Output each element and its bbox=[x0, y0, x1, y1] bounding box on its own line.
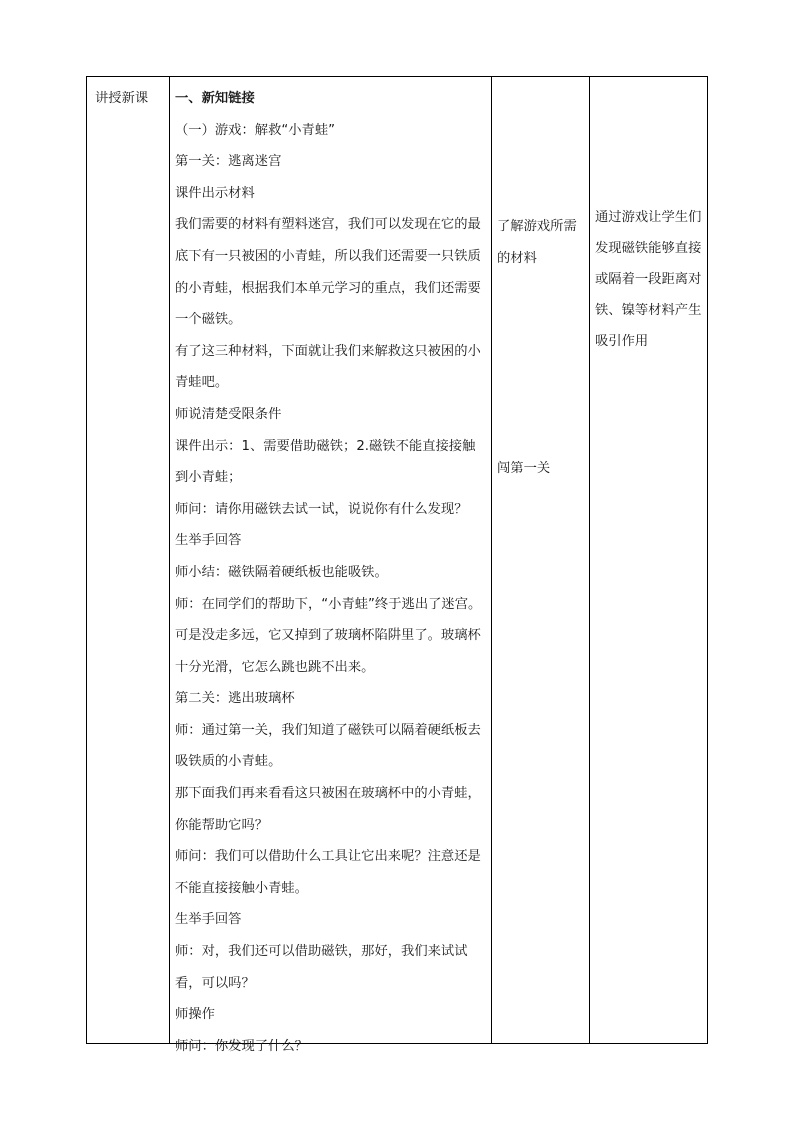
content-paragraph: 师操作 bbox=[175, 1007, 215, 1023]
content-paragraph: 第一关：逃离迷宫 bbox=[175, 154, 282, 170]
content-paragraph: 我们需要的材料有塑料迷宫，我们可以发现在它的最底下有一只被困的小青蛙，所以我们还需要一只铁质的小青蛙，根据我们本单元学习的重点，我们还需要一个磁铁。 bbox=[175, 217, 481, 328]
content-paragraph: 一、新知链接 bbox=[175, 91, 255, 106]
design-intent-cell bbox=[589, 77, 709, 349]
content-paragraph: 课件出示：1、需要借助磁铁；2.磁铁不能直接接触到小青蛙； bbox=[175, 438, 476, 486]
student-note-materials: 了解游戏所需的材料 bbox=[497, 219, 577, 266]
content-paragraph: 师问：我们可以借助什么工具让它出来呢？注意还是不能直接接触小青蛙。 bbox=[175, 849, 481, 896]
content-paragraph: （一）游戏：解救“小青蛙” bbox=[175, 122, 336, 138]
content-paragraph: 师问：你发现了什么？ bbox=[175, 1038, 308, 1054]
student-activity-cell bbox=[491, 77, 589, 1043]
content-paragraph: 师：对，我们还可以借助磁铁，那好，我们来试试看，可以吗？ bbox=[175, 944, 468, 991]
content-paragraph: 师：在同学们的帮助下，“小青蛙”终于逃出了迷宫。可是没走多远，它又掉到了玻璃杯陷阱里了。玻璃杯十分光滑，它怎么跳也跳不出来。 bbox=[175, 596, 482, 675]
content-paragraph: 那下面我们再来看看这只被困在玻璃杯中的小青蛙，你能帮助它吗？ bbox=[175, 786, 481, 833]
teaching-content-cell bbox=[169, 77, 491, 1062]
column-divider bbox=[589, 77, 590, 1043]
lesson-table bbox=[86, 76, 708, 1054]
content-paragraph: 师小结：磁铁隔着硬纸板也能吸铁。 bbox=[175, 564, 388, 580]
row-label-cell bbox=[87, 77, 169, 115]
content-paragraph: 师问：请你用磁铁去试一试，说说你有什么发现？ bbox=[175, 501, 468, 517]
content-paragraph: 课件出示材料 bbox=[175, 185, 255, 201]
design-intent-text: 通过游戏让学生们发现磁铁能够直接或隔着一段距离对铁、镍等材料产生吸引作用 bbox=[595, 210, 702, 349]
content-paragraph: 生举手回答 bbox=[175, 912, 242, 928]
content-paragraph: 师说清楚受限条件 bbox=[175, 406, 282, 422]
student-note-level-one: 闯第一关 bbox=[497, 461, 551, 476]
content-paragraph: 有了这三种材料，下面就让我们来解救这只被困的小青蛙吧。 bbox=[175, 343, 481, 391]
row-label: 讲授新课 bbox=[95, 91, 149, 106]
content-paragraph: 第二关：逃出玻璃杯 bbox=[175, 691, 295, 707]
content-paragraph: 师：通过第一关，我们知道了磁铁可以隔着硬纸板去吸铁质的小青蛙。 bbox=[175, 722, 481, 770]
content-paragraph: 生举手回答 bbox=[175, 533, 242, 549]
